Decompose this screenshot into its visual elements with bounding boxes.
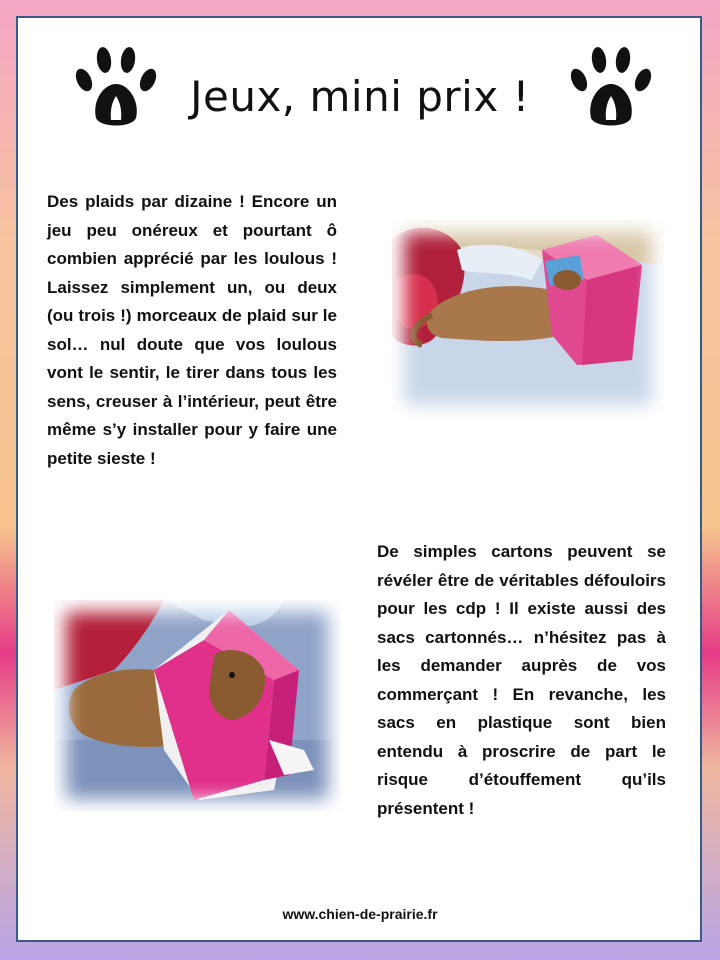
photo-prairie-dog-box	[392, 220, 664, 417]
paragraph-plaids: Des plaids par dizaine ! Encore un jeu peu onéreux et pourtant ô combien apprécié par les loulous ! Laissez simplement un, ou deux (ou trois !) morceaux de plaid sur le sol… nul doute que vos loulous vont le sentir, le tirer dans tous les sens, creuser à l’intérieur, peut être même s’y installer pour y faire une petite sieste !	[47, 192, 337, 468]
footer-website: www.chien-de-prairie.fr	[282, 906, 438, 922]
page-title: Jeux, mini prix !	[190, 72, 530, 121]
photo-prairie-dog-carton	[54, 600, 340, 811]
paragraph-cartons: De simples cartons peuvent se révéler être de véritables défouloirs pour les cdp ! Il existe aussi des sacs cartonnés… n’hésitez pas à les demander auprès de vos commerçant ! En revanche, les sacs en plastique sont bien entendu à proscrire de part le risque d’étouffement qu’ils présentent !	[377, 542, 666, 818]
